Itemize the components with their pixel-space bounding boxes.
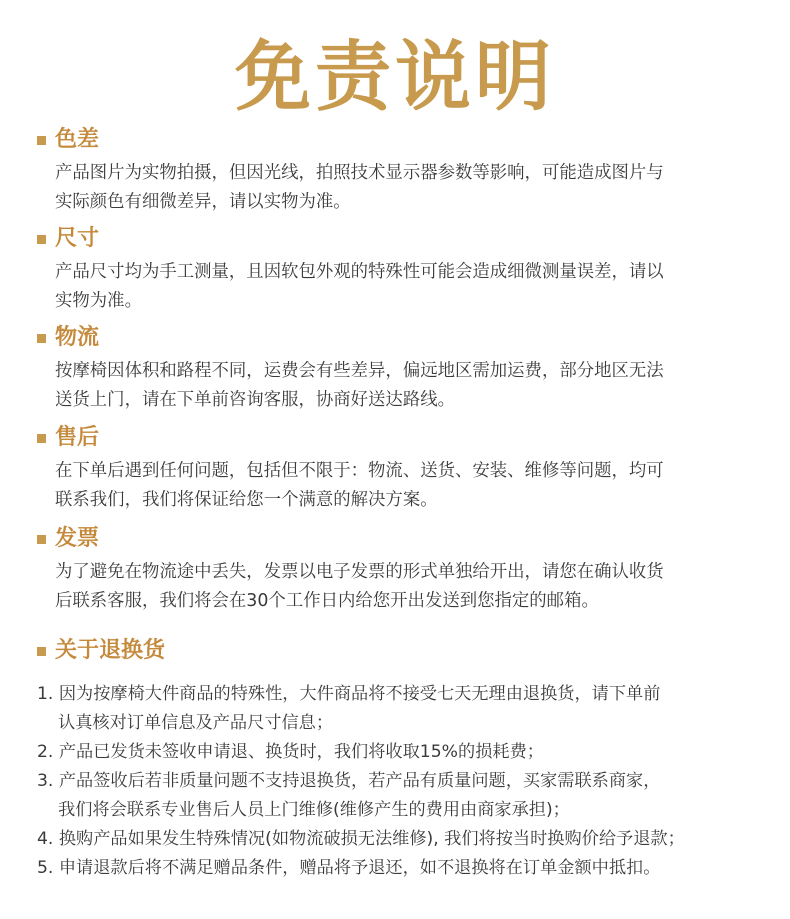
section-heading: 售后 bbox=[55, 425, 100, 450]
list-item-continuation: 认真核对订单信息及产品尺寸信息； bbox=[58, 713, 334, 733]
section-text-line: 产品尺寸均为手工测量，且因软包外观的特殊性可能会造成细微测量误差，请以 bbox=[55, 262, 664, 282]
list-item bbox=[37, 767, 767, 825]
section-text-line: 后联系客服，我们将会在30个工作日内给您开出发送到您指定的邮箱。 bbox=[55, 591, 599, 611]
section-header bbox=[37, 222, 757, 256]
section-body bbox=[55, 159, 757, 217]
section-text-line: 实际颜色有细微差异，请以实物为准。 bbox=[55, 192, 351, 212]
section-header bbox=[37, 123, 757, 157]
square-bullet-icon bbox=[37, 535, 46, 544]
section-heading: 关于退换货 bbox=[55, 638, 166, 663]
section-text-line: 为了避免在物流途中丢失，发票以电子发票的形式单独给开出，请您在确认收货 bbox=[55, 562, 664, 582]
list-item-continuation: 我们将会联系专业售后人员上门维修(维修产生的费用由商家承担)； bbox=[58, 800, 570, 820]
list-item-text: 2. 产品已发货未签收申请退、换货时，我们将收取15%的损耗费； bbox=[37, 742, 544, 762]
square-bullet-icon bbox=[37, 334, 46, 343]
square-bullet-icon bbox=[37, 647, 46, 656]
section-header bbox=[37, 421, 757, 455]
section-size bbox=[37, 222, 757, 316]
list-item-text: 4. 换购产品如果发生特殊情况(如物流破损无法维修), 我们将按当时换购价给予退款； bbox=[37, 829, 685, 849]
square-bullet-icon bbox=[37, 235, 46, 244]
section-after-sales bbox=[37, 421, 757, 515]
section-text-line: 联系我们，我们将保证给您一个满意的解决方案。 bbox=[55, 490, 438, 510]
section-heading: 尺寸 bbox=[55, 226, 100, 251]
section-returns bbox=[37, 634, 767, 883]
list-item-text: 5. 申请退款后将不满足赠品条件，赠品将予退还，如不退换将在订单金额中抵扣。 bbox=[37, 858, 661, 878]
square-bullet-icon bbox=[37, 136, 46, 145]
section-color-difference bbox=[37, 123, 757, 217]
section-text-line: 在下单后遇到任何问题，包括但不限于：物流、送货、安装、维修等问题，均可 bbox=[55, 461, 664, 481]
section-body bbox=[55, 457, 757, 515]
list-item bbox=[37, 738, 767, 767]
list-item bbox=[37, 680, 767, 738]
list-item bbox=[37, 854, 767, 883]
section-body bbox=[55, 357, 757, 415]
returns-list bbox=[37, 680, 767, 883]
list-item-text: 1. 因为按摩椅大件商品的特殊性，大件商品将不接受七天无理由退换货，请下单前 bbox=[37, 684, 661, 704]
section-body bbox=[55, 258, 757, 316]
section-text-line: 产品图片为实物拍摄，但因光线，拍照技术显示器参数等影响，可能造成图片与 bbox=[55, 163, 664, 183]
section-text-line: 送货上门，请在下单前咨询客服，协商好送达路线。 bbox=[55, 390, 455, 410]
section-header bbox=[37, 522, 757, 556]
section-heading: 发票 bbox=[55, 526, 100, 551]
section-header bbox=[37, 321, 757, 355]
page-title: 免责说明 bbox=[235, 32, 555, 121]
section-text-line: 按摩椅因体积和路程不同，运费会有些差异，偏远地区需加运费，部分地区无法 bbox=[55, 361, 664, 381]
section-header bbox=[37, 634, 767, 668]
section-heading: 色差 bbox=[55, 127, 100, 152]
list-item bbox=[37, 825, 767, 854]
square-bullet-icon bbox=[37, 434, 46, 443]
list-item-text: 3. 产品签收后若非质量问题不支持退换货，若产品有质量问题，买家需联系商家， bbox=[37, 771, 661, 791]
section-text-line: 实物为准。 bbox=[55, 291, 142, 311]
section-invoice bbox=[37, 522, 757, 616]
section-heading: 物流 bbox=[55, 325, 100, 350]
section-logistics bbox=[37, 321, 757, 415]
section-body bbox=[55, 558, 757, 616]
